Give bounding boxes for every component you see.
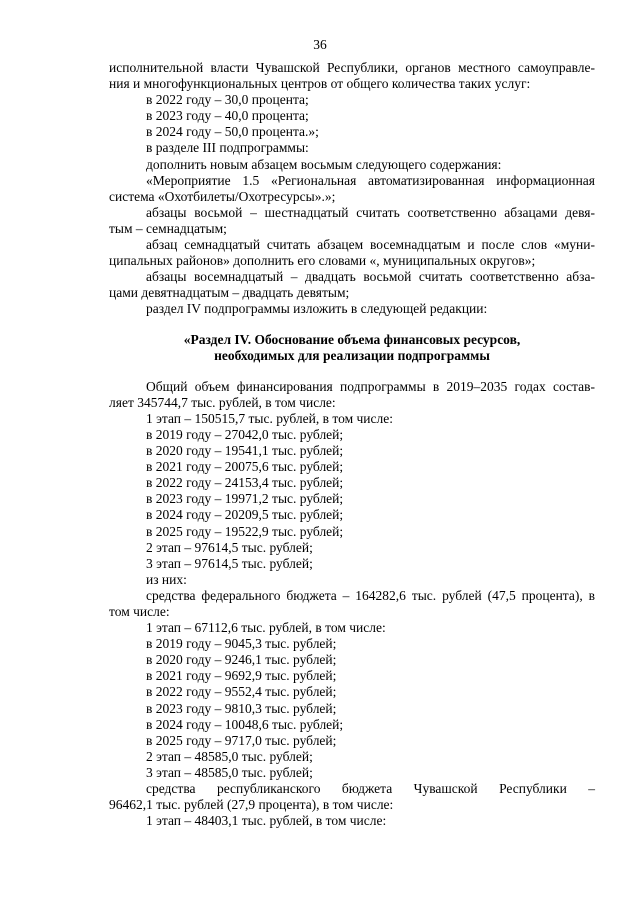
text-line: 3 этап – 48585,0 тыс. рублей;: [146, 764, 313, 780]
text-line: 2 этап – 97614,5 тыс. рублей;: [146, 539, 313, 555]
document-body: [109, 60, 595, 829]
text-line: том числе:: [109, 604, 170, 619]
paragraph: [109, 652, 595, 668]
paragraph: [109, 301, 595, 317]
paragraph: [109, 475, 595, 491]
text-line: дополнить новым абзацем восьмым следующего содержания:: [146, 156, 502, 172]
text-line: из них:: [146, 571, 187, 587]
paragraph: [109, 572, 595, 588]
text-line: «Мероприятие 1.5 «Региональная автоматизированная информационная: [146, 172, 595, 188]
paragraph: [109, 157, 595, 173]
text-line: в 2025 году – 19522,9 тыс. рублей;: [146, 523, 344, 539]
text-line: раздел IV подпрограммы изложить в следующей редакции:: [146, 301, 488, 317]
paragraph: [109, 173, 595, 205]
text-line: ния и многофункциональных центров от общего количества таких услуг:: [109, 76, 531, 92]
paragraph: [109, 620, 595, 636]
text-line: средства федерального бюджета – 164282,6 тыс. рублей (47,5 процента), в: [146, 587, 595, 603]
paragraph: [109, 108, 595, 124]
paragraph: [109, 781, 595, 813]
paragraph: [109, 124, 595, 140]
text-line: в 2019 году – 27042,0 тыс. рублей;: [146, 426, 344, 442]
paragraph: [109, 205, 595, 237]
text-line: тым – семнадцатым;: [109, 220, 227, 236]
text-line: ляет 345744,7 тыс. рублей, в том числе:: [109, 394, 336, 410]
paragraph: [109, 269, 595, 301]
paragraph: [109, 507, 595, 523]
paragraph: [109, 813, 595, 829]
paragraph: [109, 459, 595, 475]
paragraph: [109, 491, 595, 507]
text-line: в 2021 году – 20075,6 тыс. рублей;: [146, 459, 344, 475]
text-line: 3 этап – 97614,5 тыс. рублей;: [146, 555, 313, 571]
text-line: в 2022 году – 24153,4 тыс. рублей;: [146, 475, 344, 491]
text-line: 2 этап – 48585,0 тыс. рублей;: [146, 748, 313, 764]
section-heading-line-1: «Раздел IV. Обоснование объема финансовых ресурсов,: [183, 331, 521, 347]
text-line: в 2019 году – 9045,3 тыс. рублей;: [146, 636, 337, 652]
text-line: в 2021 году – 9692,9 тыс. рублей;: [146, 668, 337, 684]
paragraph: [109, 749, 595, 765]
text-line: в 2022 году – 9552,4 тыс. рублей;: [146, 684, 337, 700]
paragraph: [109, 427, 595, 443]
text-line: 1 этап – 67112,6 тыс. рублей, в том числе:: [146, 620, 386, 636]
paragraph: [109, 765, 595, 781]
text-line: в 2024 году – 10048,6 тыс. рублей;: [146, 716, 344, 732]
text-line: в 2025 году – 9717,0 тыс. рублей;: [146, 732, 337, 748]
paragraph: [109, 636, 595, 652]
text-line: в 2023 году – 19971,2 тыс. рублей;: [146, 491, 344, 507]
text-line: в 2023 году – 40,0 процента;: [146, 108, 309, 124]
text-line: в 2024 году – 50,0 процента.»;: [146, 124, 319, 140]
paragraph: [109, 684, 595, 700]
paragraph: [109, 237, 595, 269]
text-line: в 2020 году – 9246,1 тыс. рублей;: [146, 652, 337, 668]
text-line: абзац семнадцатый считать абзацем восемнадцатым и после слов «муни-: [146, 237, 595, 253]
paragraph: [109, 92, 595, 108]
text-line: средства республиканского бюджета Чувашской Республики –: [146, 781, 595, 797]
paragraph: [109, 411, 595, 427]
text-line: в 2022 году – 30,0 процента;: [146, 92, 309, 108]
amendments-section: [109, 60, 595, 318]
paragraph: [109, 60, 595, 92]
paragraph: [109, 140, 595, 156]
text-line: в разделе III подпрограммы:: [146, 140, 309, 156]
text-line: в 2020 году – 19541,1 тыс. рублей;: [146, 443, 344, 459]
section-heading: [109, 332, 595, 364]
text-line: система «Охотбилеты/Охотресурсы».»;: [109, 188, 336, 204]
paragraph: [109, 556, 595, 572]
text-line: 1 этап – 150515,7 тыс. рублей, в том числе:: [146, 410, 393, 426]
paragraph: [109, 524, 595, 540]
text-line: Общий объем финансирования подпрограммы в 2019–2035 годах состав-: [146, 378, 595, 394]
text-line: абзацы восьмой – шестнадцатый считать соответственно абзацами девя-: [146, 204, 595, 220]
text-line: абзацы восемнадцатый – двадцать восьмой считать соответственно абза-: [146, 269, 595, 285]
page-number: 36: [313, 37, 327, 52]
paragraph: [109, 668, 595, 684]
text-line: 1 этап – 48403,1 тыс. рублей, в том числе:: [146, 813, 387, 829]
paragraph: [109, 443, 595, 459]
paragraph: [109, 379, 595, 411]
text-line: в 2023 году – 9810,3 тыс. рублей;: [146, 700, 337, 716]
text-line: в 2024 году – 20209,5 тыс. рублей;: [146, 507, 344, 523]
paragraph: [109, 733, 595, 749]
section-heading-line-2: необходимых для реализации подпрограммы: [214, 347, 490, 363]
paragraph: [109, 717, 595, 733]
paragraph: [109, 588, 595, 620]
text-line: цами девятнадцатым – двадцать девятым;: [109, 285, 350, 301]
text-line: 96462,1 тыс. рублей (27,9 процента), в том числе:: [109, 797, 394, 813]
paragraph: [109, 540, 595, 556]
paragraph: [109, 701, 595, 717]
text-line: исполнительной власти Чувашской Республики, органов местного самоуправле-: [109, 60, 595, 75]
financing-section: [109, 379, 595, 830]
text-line: ципальных районов» дополнить его словами «, муниципальных округов»;: [109, 253, 536, 269]
